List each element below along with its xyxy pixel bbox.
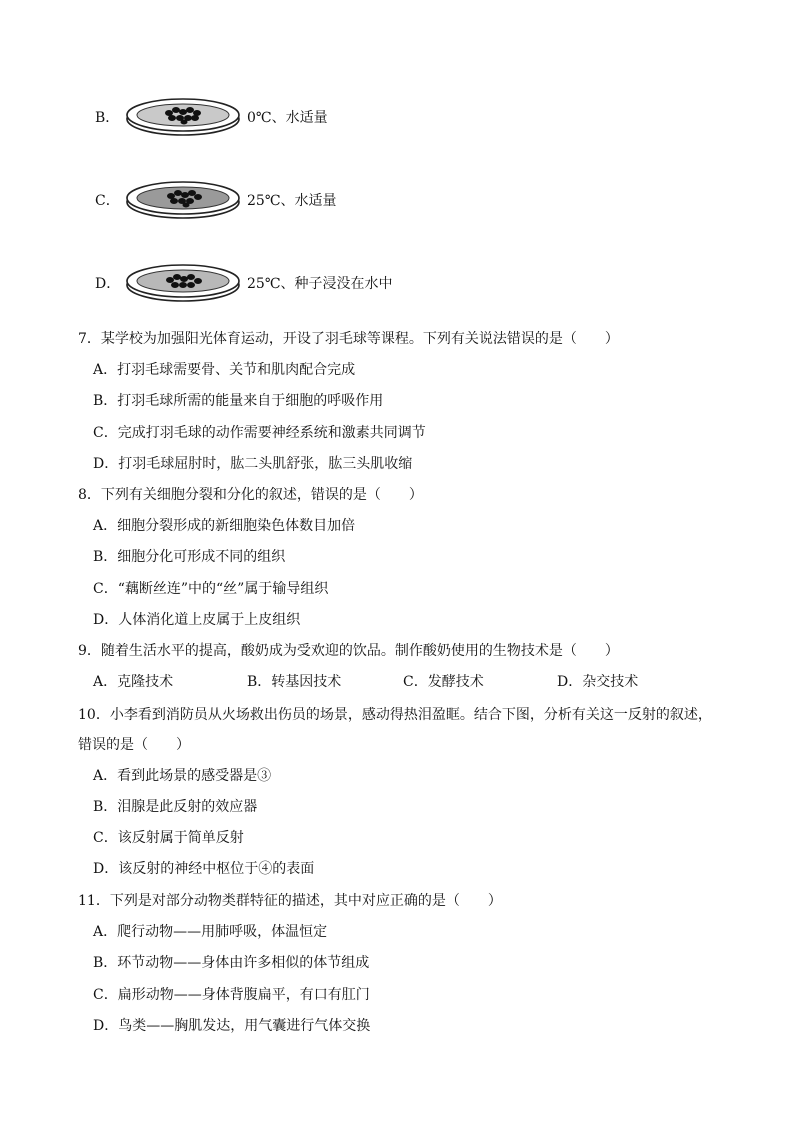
question-7-option-d: D．打羽毛球屈肘时，肱二头肌舒张，肱三头肌收缩 [93,456,413,472]
q6-option-c [95,180,336,220]
question-9-option-a: A．克隆技术 [93,674,174,690]
question-text: 某学校为加强阳光体育运动，开设了羽毛球等课程。下列有关说法错误的是（ ） [100,331,619,347]
question-text: 下列有关细胞分裂和分化的叙述，错误的是（ ） [100,487,423,503]
question-text: 随着生活水平的提高，酸奶成为受欢迎的饮品。制作酸奶使用的生物技术是（ ） [100,643,619,659]
question-10-option-d: D．该反射的神经中枢位于④的表面 [93,861,315,877]
question-number: 8． [78,487,101,503]
question-10-option-c: C．该反射属于简单反射 [93,830,244,846]
question-11-option-b: B．环节动物——身体由许多相似的体节组成 [93,955,370,971]
question-8-option-a: A．细胞分裂形成的新细胞染色体数目加倍 [93,518,356,534]
petri-dish-icon [125,97,241,137]
question-11-option-d: D．鸟类——胸肌发达，用气囊进行气体交换 [93,1018,371,1034]
petri-dish-icon [125,263,241,303]
question-9-stem [78,636,723,667]
question-7-stem [78,324,723,355]
question-8-option-d: D．人体消化道上皮属于上皮组织 [93,612,301,628]
question-number: 9． [78,643,101,659]
question-9-option-c: C．发酵技术 [403,674,484,690]
question-7-option-a: A．打羽毛球需要骨、关节和肌肉配合完成 [93,362,356,378]
option-condition: 25℃、水适量 [247,193,337,209]
question-text: 小李看到消防员从火场救出伤员的场景，感动得热泪盈眶。结合下图，分析有关这一反射的叙述，错误的是（ ） [78,707,712,753]
option-letter: C． [95,193,120,209]
question-10-option-a: A．看到此场景的感受器是③ [93,768,272,784]
question-9-option-d: D．杂交技术 [557,674,639,690]
question-number: 7． [78,331,101,347]
q6-option-d [95,263,392,303]
question-7-option-b: B．打羽毛球所需的能量来自于细胞的呼吸作用 [93,393,384,409]
petri-dish-icon [125,180,241,220]
question-8-option-c: C．“藕断丝连”中的“丝”属于输导组织 [93,581,329,597]
question-11-stem [78,886,723,917]
question-9-option-b: B．转基因技术 [247,674,342,690]
question-10-option-b: B．泪腺是此反射的效应器 [93,799,258,815]
option-letter: B． [95,110,120,126]
question-number: 10． [78,707,110,723]
question-number: 11． [78,893,110,909]
option-condition: 0℃、水适量 [247,110,328,126]
option-condition: 25℃、种子浸没在水中 [247,276,393,292]
question-10-stem [78,700,723,760]
option-letter: D． [95,276,121,292]
question-7-option-c: C．完成打羽毛球的动作需要神经系统和激素共同调节 [93,425,426,441]
question-11-option-a: A．爬行动物——用肺呼吸，体温恒定 [93,924,328,940]
q6-option-b [95,97,328,137]
question-11-option-c: C．扁形动物——身体背腹扁平，有口有肛门 [93,987,370,1003]
question-8-option-b: B．细胞分化可形成不同的组织 [93,549,286,565]
question-8-stem [78,480,723,511]
question-text: 下列是对部分动物类群特征的描述，其中对应正确的是（ ） [109,893,502,909]
